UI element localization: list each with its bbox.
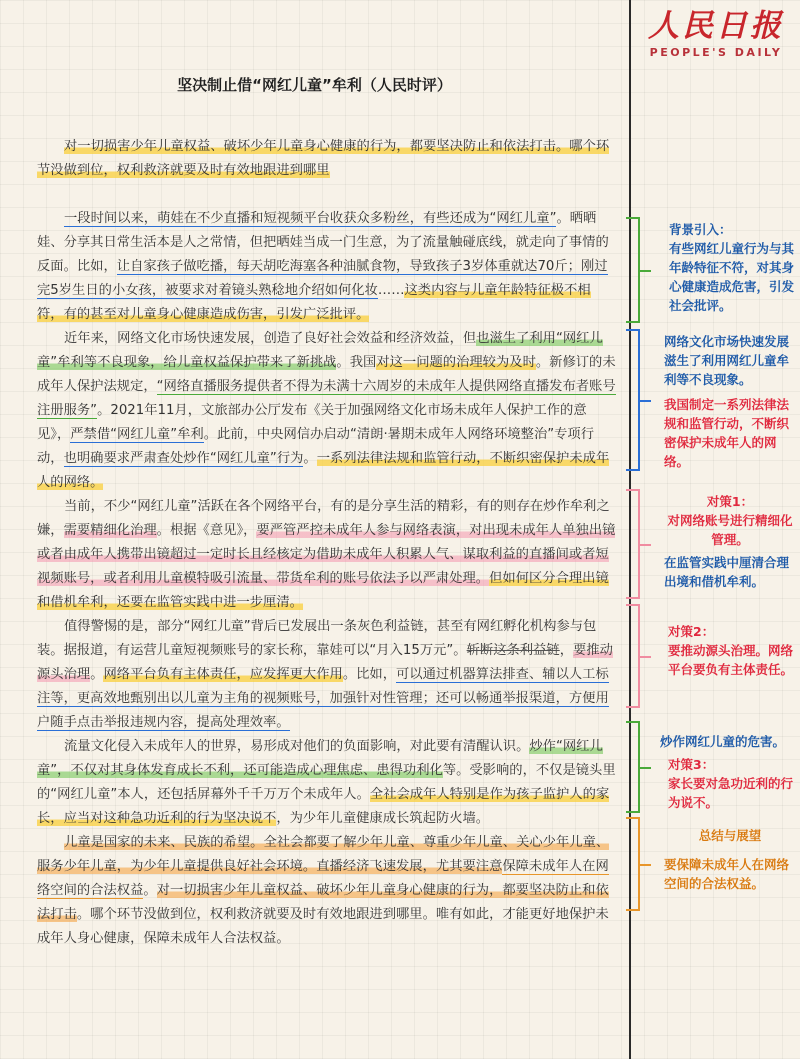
bracket-measure-2	[626, 605, 640, 707]
logo-chinese: 人民日报	[648, 8, 784, 44]
paragraph-intro: 对一切损害少年儿童权益、破坏少年儿童身心健康的行为，都要坚决防止和依法打击。哪个环节没做到位，权利救济就要及时有效地跟进到哪里	[37, 139, 610, 178]
paragraph-2: 近年来，网络文化市场快速发展，创造了良好社会效益和经济效益，但也滋生了利用“网红儿童”牟利等不良现象，给儿童权益保护带来了新挑战。我国对这一问题的治理较为及时。新修订的未成年人保护法规定，“网络直播服务提供者不得为未满十六周岁的未成年人提供网络直播发布者账号注册服务”。2021年11月，文旅部办公厅发布《关于加强网络文化市场未成年人保护工作的意见》，严禁借“网红儿童”牟利。此前，中央网信办启动“清朗·暑期未成年人网络环境整治”专项行动，也明确要求严肃查处炒作“网红儿童”行为。一系列法律法规和监管行动，不断织密保护未成年人的网络。	[37, 331, 616, 490]
note-summary: 总结与展望 要保障未成年人在网络空间的合法权益。	[664, 828, 790, 891]
note-measure-3: 炒作网红儿童的危害。 对策3： 家长要对急功近利的行为说不。	[660, 734, 794, 810]
note-measure-1: 对策1： 对网络账号进行精细化管理。 在监管实践中厘清合理出境和借机牟利。	[664, 494, 793, 589]
paragraph-3: 当前，不少“网红儿童”活跃在各个网络平台，有的是分享生活的精彩，有的则存在炒作牟利之嫌，需要精细化治理。根据《意见》，要严管严控未成年人参与网络表演，对出现未成年人单独出镜或者由成年人携带出镜超过一定时长且经核定为借助未成年人积累人气、谋取利益的直播间或者短视频账号，或者利用儿童模特吸引流量、带货牟利的账号依法予以严肃处理。但如何区分合理出镜和借机牟利，还要在监管实践中进一步厘清。	[37, 499, 616, 610]
paragraph-6: 儿童是国家的未来、民族的希望。全社会都要了解少年儿童、尊重少年儿童、关心少年儿童、服务少年儿童，为少年儿童提供良好社会环境。直播经济飞速发展，尤其要注意保障未成年人在网络空间的合法权益。对一切损害少年儿童权益、破坏少年儿童身心健康的行为，都要坚决防止和依法打击。哪个环节没做到位，权利救济就要及时有效地跟进到哪里。唯有如此，才能更好地保护未成年人身心健康，保障未成年人合法权益。	[37, 835, 610, 946]
note-policy: 网络文化市场快速发展滋生了利用网红儿童牟利等不良现象。 我国制定一系列法律法规和监管行动，不断织密保护未成年人的网络。	[664, 334, 790, 469]
bracket-measure-1	[626, 490, 640, 598]
paragraph-4: 值得警惕的是，部分“网红儿童”背后已发展出一条灰色利益链，甚至有网红孵化机构参与包装。据报道，有运营儿童短视频账号的家长称，靠娃可以“月入15万元”。斩断这条利益链，要推动源头治理。网络平台负有主体责任，应发挥更大作用。比如，可以通过机器算法排查、辅以人工标注等，更高效地甄别出以儿童为主角的视频账号，加强针对性管理；还可以畅通举报渠道，方便用户随手点击举报违规内容，提高处理效率。	[37, 619, 613, 730]
bracket-measure-3	[626, 722, 640, 812]
paragraph-5: 流量文化侵入未成年人的世界，易形成对他们的负面影响，对此要有清醒认识。炒作“网红儿童”，不仅对其身体发育成长不利，还可能造成心理焦虑、患得功利化等。受影响的，不仅是镜头里的“网红儿童”本人，还包括屏幕外千千万万个未成年人。全社会成年人特别是作为孩子监护人的家长，应当对这种急功近利的行为坚决说不，为少年儿童健康成长筑起防火墙。	[37, 739, 616, 826]
note-background: 背景引入： 有些网红儿童行为与其年龄特征不符，对其身心健康造成危害，引发社会批评。	[669, 222, 795, 313]
bracket-summary	[626, 818, 640, 910]
peoples-daily-logo	[640, 0, 792, 74]
article-title: 坚决制止借“网红儿童”牟利（人民时评）	[177, 76, 452, 94]
bracket-background	[626, 218, 640, 322]
article-body	[37, 135, 616, 951]
bracket-policy	[626, 330, 640, 470]
paragraph-1: 一段时间以来，萌娃在不少直播和短视频平台收获众多粉丝，有些还成为“网红儿童”。晒晒娃、分享其日常生活本是人之常情，但把晒娃当成一门生意，为了流量触碰底线，就走向了事情的反面。比如，让自家孩子做吃播，每天胡吃海塞各种油腻食物，导致孩子3岁体重就达70斤；刚过完5岁生日的小女孩，被要求对着镜头熟稔地介绍如何化妆……这类内容与儿童年龄特征极不相符，有的甚至对儿童身心健康造成伤害，引发广泛批评。	[37, 211, 609, 322]
note-measure-2: 对策2： 要推动源头治理。网络平台要负有主体责任。	[668, 624, 794, 677]
logo-english: PEOPLE'S DAILY	[649, 46, 783, 59]
